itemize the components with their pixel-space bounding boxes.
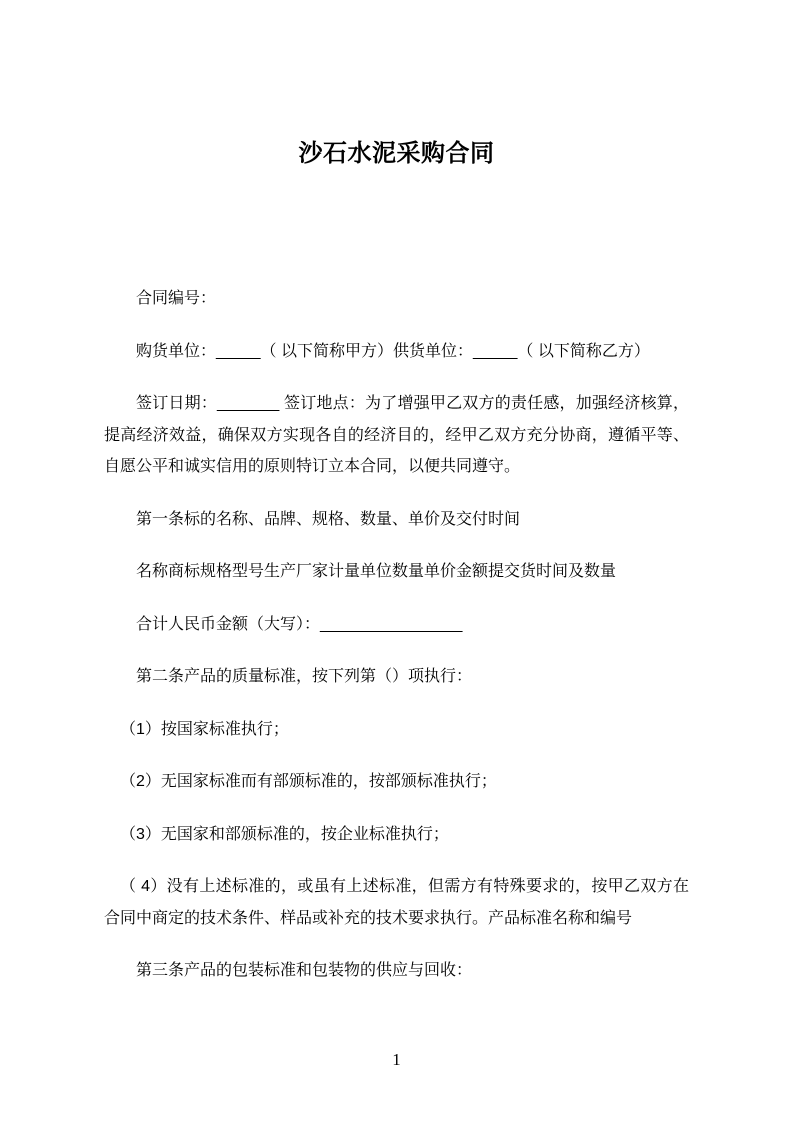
article-2-item-2: （2）无国家标准而有部颁标准的，按部颁标准执行；	[120, 773, 497, 790]
document-title-text: 沙石水泥采购合同	[298, 140, 495, 167]
goods-table-header-line: 名称商标规格型号生产厂家计量单位数量单价金额提交货时间及数量	[136, 563, 617, 580]
page-number: 1	[392, 1050, 401, 1069]
article-3-heading: 第三条产品的包装标准和包装物的供应与回收：	[136, 962, 473, 979]
parties-line: 购货单位：_____（ 以下简称甲方）供货单位：_____（ 以下简称乙方）	[136, 342, 650, 360]
article-2-heading: 第二条产品的质量标准，按下列第（）项执行：	[136, 668, 473, 685]
total-amount-line: 合计人民币金额（大写）：________________	[136, 615, 463, 633]
document-title	[104, 136, 689, 172]
preamble-paragraph: 签订日期：_______ 签订地点：为了增强甲乙双方的责任感，加强经济核算，提高经济效益，确保双方实现各自的经济目的，经甲乙双方充分协商，遵循平等、自愿公平和诚实信用的原则特订立本合同，以便共同遵守。	[104, 395, 689, 475]
contract-number-line: 合同编号：	[136, 290, 217, 307]
article-2-item-1: （1）按国家标准执行；	[120, 720, 289, 738]
article-2-item-4: （ 4）没有上述标准的，或虽有上述标准，但需方有特殊要求的，按甲乙双方在合同中商定的技术条件、样品或补充的技术要求执行。产品标准名称和编号	[104, 878, 689, 927]
article-2-item-3: （3）无国家和部颁标准的，按企业标准执行；	[120, 825, 449, 843]
article-1-heading: 第一条标的名称、品牌、规格、数量、单价及交付时间	[136, 510, 521, 528]
